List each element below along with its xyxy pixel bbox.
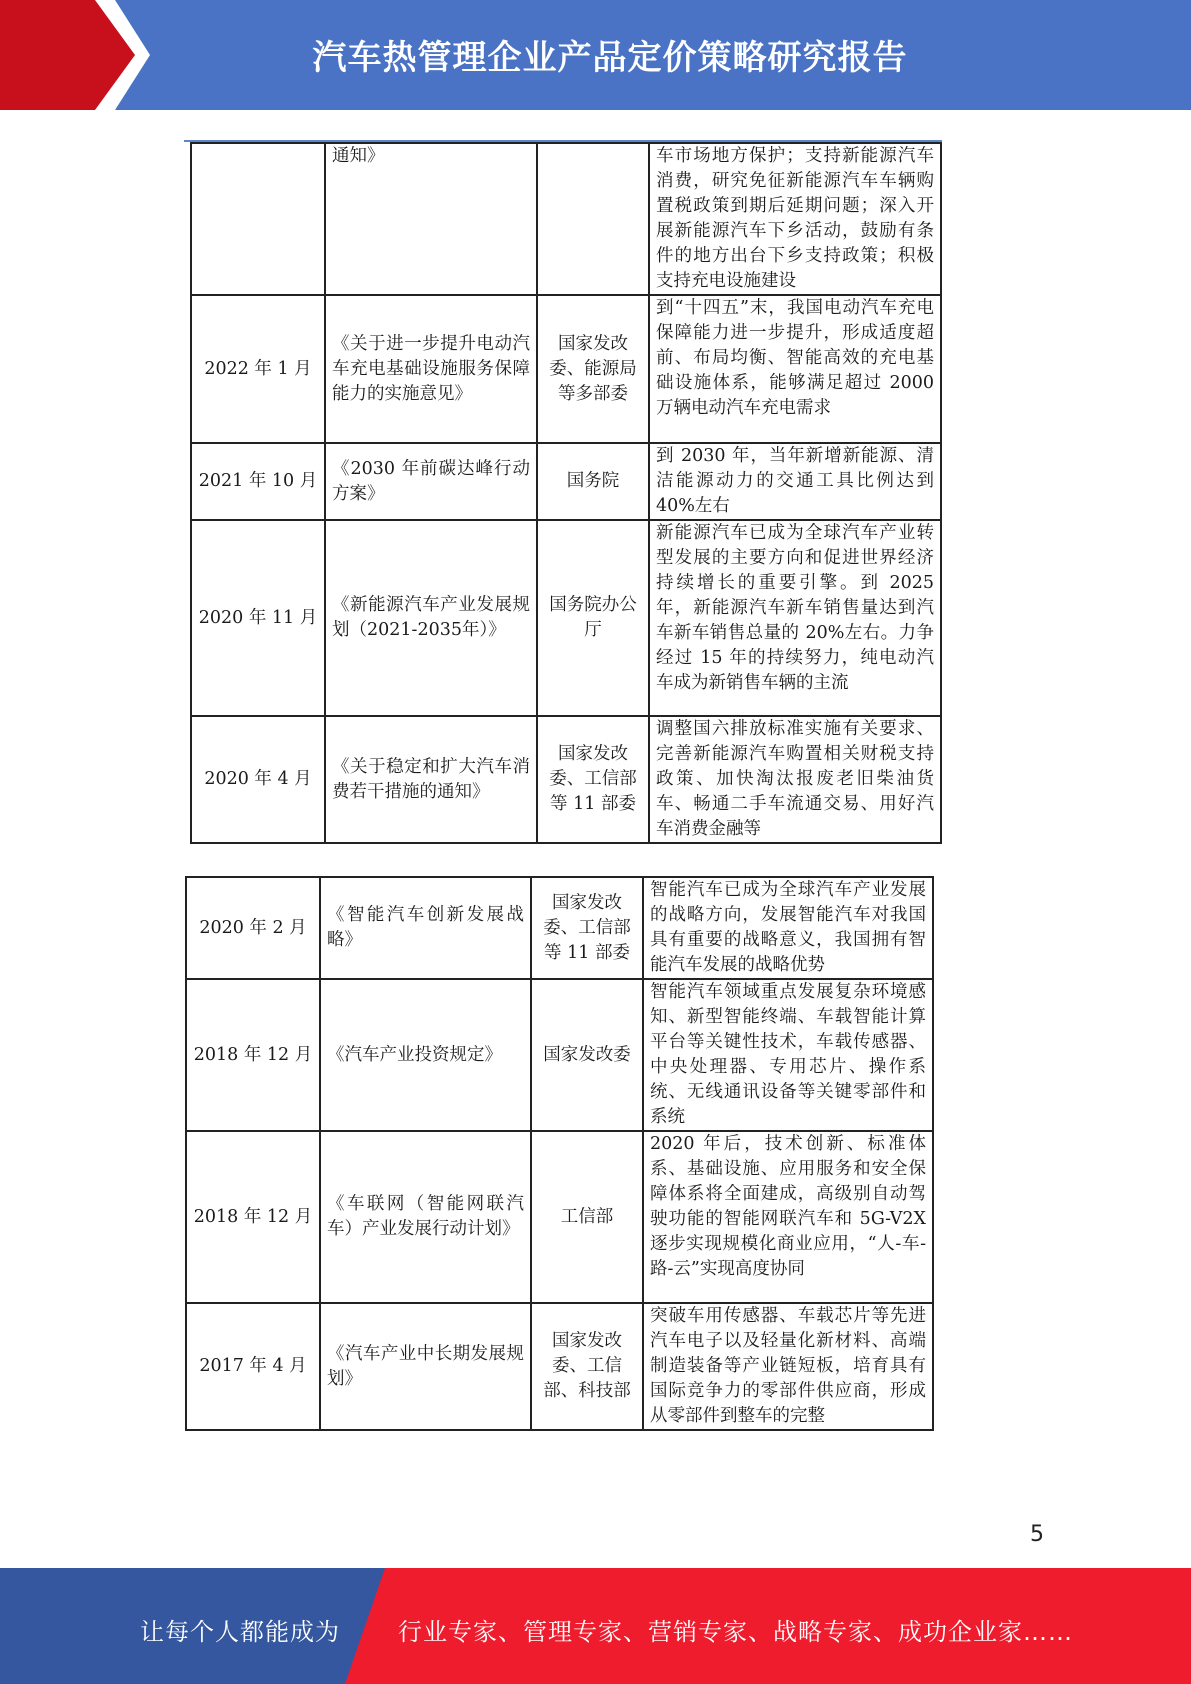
policy-content: 智能汽车领域重点发展复杂环境感知、新型智能终端、车载智能计算平台等关键性技术，车载传感器、中央处理器、专用芯片、操作系统、无线通讯设备等关键零部件和系统 [643, 979, 933, 1131]
policy-date: 2018 年 12 月 [186, 979, 320, 1131]
policy-date: 2020 年 11 月 [191, 520, 325, 716]
policy-content: 2020 年后，技术创新、标准体系、基础设施、应用服务和安全保障体系将全面建成，高级别自动驾驶功能的智能网联汽车和 5G-V2X 逐步实现规模化商业应用，“人-车-路-云”实现高度协同 [643, 1131, 933, 1303]
policy-issuer: 国务院办公厅 [537, 520, 649, 716]
table-row [186, 1131, 933, 1303]
footer-slogan-right: 行业专家、管理专家、营销专家、战略专家、成功企业家…… [398, 1618, 1073, 1646]
policy-content: 智能汽车已成为全球汽车产业发展的战略方向，发展智能汽车对我国具有重要的战略意义，我国拥有智能汽车发展的战略优势 [643, 877, 933, 979]
policy-issuer: 国家发改委、工信部、科技部 [531, 1303, 643, 1430]
footer-slogan-left: 让每个人都能成为 [140, 1618, 340, 1646]
policy-table-2 [185, 876, 934, 1431]
table-row [186, 1303, 933, 1430]
table-row [191, 295, 941, 443]
policy-issuer: 工信部 [531, 1131, 643, 1303]
policy-content: 新能源汽车已成为全球汽车产业转型发展的主要方向和促进世界经济持续增长的重要引擎。到 2025 年，新能源汽车新车销售量达到汽车新车销售总量的 20%左右。力争经过 15 年的持续努力，纯电动汽车成为新销售车辆的主流 [649, 520, 941, 716]
policy-issuer [537, 143, 649, 295]
policy-date: 2018 年 12 月 [186, 1131, 320, 1303]
table-row [191, 716, 941, 843]
policy-content: 到“十四五”末，我国电动汽车充电保障能力进一步提升，形成适度超前、布局均衡、智能高效的充电基础设施体系，能够满足超过 2000 万辆电动汽车充电需求 [649, 295, 941, 443]
policy-title: 《2030 年前碳达峰行动方案》 [325, 443, 537, 520]
policy-content: 车市场地方保护；支持新能源汽车消费，研究免征新能源汽车车辆购置税政策到期后延期问题；深入开展新能源汽车下乡活动，鼓励有条件的地方出台下乡支持政策；积极支持充电设施建设 [649, 143, 941, 295]
policy-content: 突破车用传感器、车载芯片等先进汽车电子以及轻量化新材料、高端制造装备等产业链短板，培育具有国际竞争力的零部件供应商，形成从零部件到整车的完整 [643, 1303, 933, 1430]
policy-date [191, 143, 325, 295]
page-header [0, 0, 1191, 110]
policy-issuer: 国家发改委、工信部等 11 部委 [537, 716, 649, 843]
policy-date: 2017 年 4 月 [186, 1303, 320, 1430]
policy-issuer: 国务院 [537, 443, 649, 520]
table-row [191, 520, 941, 716]
policy-title: 《汽车产业投资规定》 [320, 979, 531, 1131]
policy-content: 到 2030 年，当年新增新能源、清洁能源动力的交通工具比例达到 40%左右 [649, 443, 941, 520]
policy-title: 《智能汽车创新发展战略》 [320, 877, 531, 979]
policy-issuer: 国家发改委、工信部等 11 部委 [531, 877, 643, 979]
policy-title: 《关于进一步提升电动汽车充电基础设施服务保障能力的实施意见》 [325, 295, 537, 443]
policy-date: 2020 年 4 月 [191, 716, 325, 843]
table-row [186, 877, 933, 979]
policy-title: 通知》 [325, 143, 537, 295]
policy-title: 《新能源汽车产业发展规划（2021-2035年）》 [325, 520, 537, 716]
policy-issuer: 国家发改委、能源局等多部委 [537, 295, 649, 443]
policy-date: 2020 年 2 月 [186, 877, 320, 979]
table-row [191, 443, 941, 520]
policy-title: 《车联网（智能网联汽车）产业发展行动计划》 [320, 1131, 531, 1303]
policy-issuer: 国家发改委 [531, 979, 643, 1131]
policy-date: 2022 年 1 月 [191, 295, 325, 443]
policy-title: 《汽车产业中长期发展规划》 [320, 1303, 531, 1430]
policy-date: 2021 年 10 月 [191, 443, 325, 520]
page-number: 5 [1030, 1522, 1044, 1547]
page-title: 汽车热管理企业产品定价策略研究报告 [312, 38, 908, 78]
policy-table-1 [190, 142, 942, 844]
policy-content: 调整国六排放标准实施有关要求、完善新能源汽车购置相关财税支持政策、加快淘汰报废老旧柴油货车、畅通二手车流通交易、用好汽车消费金融等 [649, 716, 941, 843]
table-row [191, 143, 941, 295]
table-row [186, 979, 933, 1131]
policy-title: 《关于稳定和扩大汽车消费若干措施的通知》 [325, 716, 537, 843]
